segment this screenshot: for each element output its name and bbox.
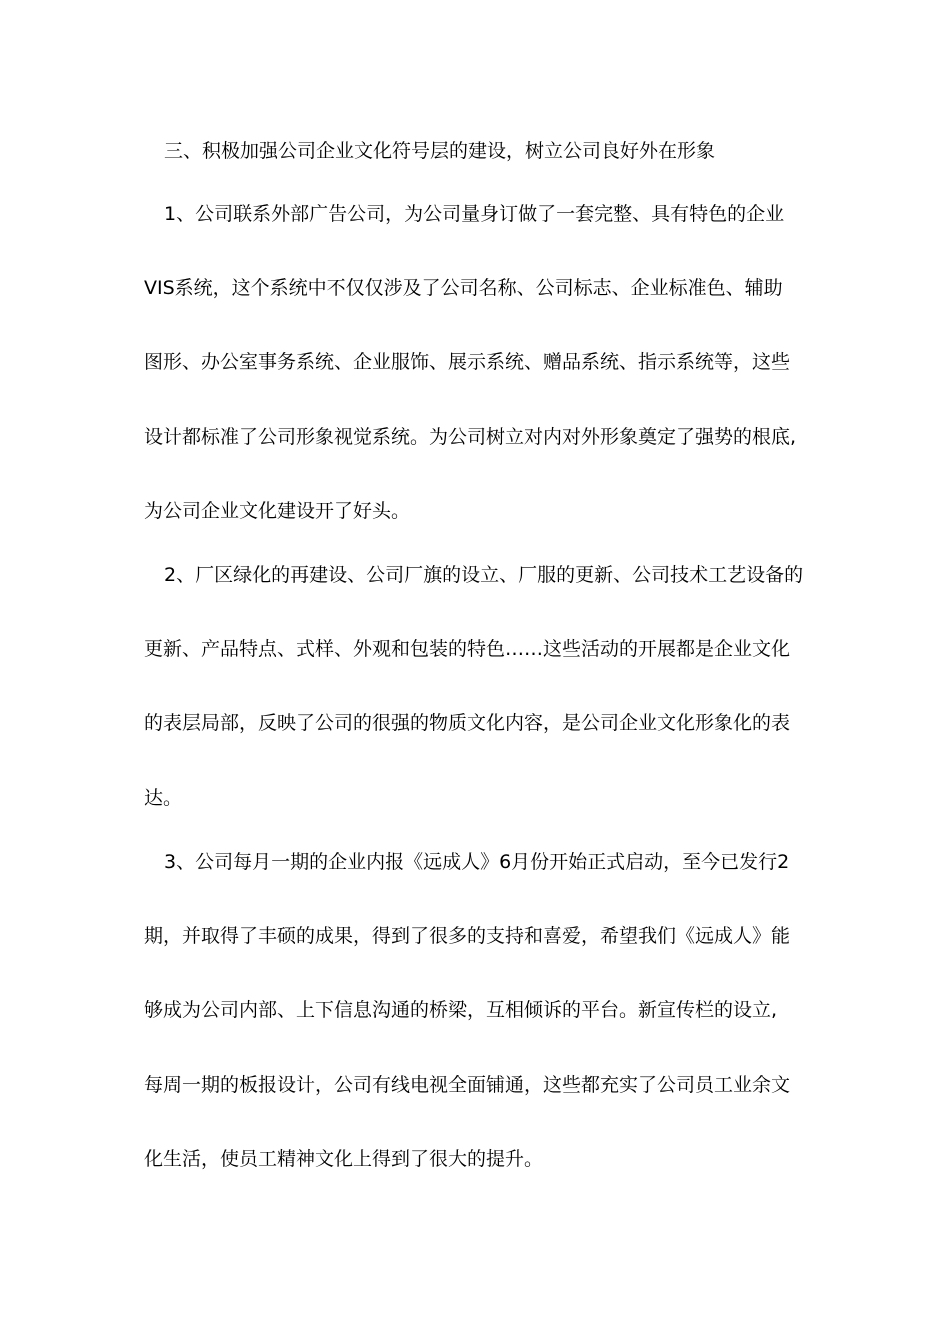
paragraph-1-line-2: VIS系统，这个系统中不仅仅涉及了公司名称、公司标志、企业标准色、辅助 [144, 277, 783, 299]
paragraph-1-line-3: 图形、办公室事务系统、企业服饰、展示系统、赠品系统、指示系统等，这些 [144, 351, 791, 373]
paragraph-3-line-2: 期，并取得了丰硕的成果，得到了很多的支持和喜爱，希望我们《远成人》能 [144, 925, 791, 947]
paragraph-2-line-1: 2、厂区绿化的再建设、公司厂旗的设立、厂服的更新、公司技术工艺设备的 [164, 564, 804, 586]
paragraph-3-line-3: 够成为公司内部、上下信息沟通的桥梁，互相倾诉的平台。新宣传栏的设立, [144, 999, 778, 1021]
paragraph-1-line-4: 设计都标准了公司形象视觉系统。为公司树立对内对外形象奠定了强势的根底, [144, 426, 797, 448]
paragraph-1-line-5: 为公司企业文化建设开了好头。 [144, 500, 411, 522]
paragraph-1-line-1: 1、公司联系外部广告公司，为公司量身订做了一套完整、具有特色的企业 [164, 203, 785, 225]
paragraph-2-line-4: 达。 [144, 787, 183, 809]
paragraph-3-line-1: 3、公司每月一期的企业内报《远成人》6月份开始正式启动，至今已发行2 [164, 851, 790, 873]
paragraph-2-line-3: 的表层局部，反映了公司的很强的物质文化内容，是公司企业文化形象化的表 [144, 712, 791, 734]
section-heading: 三、积极加强公司企业文化符号层的建设，树立公司良好外在形象 [164, 140, 716, 162]
paragraph-3-line-5: 化生活，使员工精神文化上得到了很大的提升。 [144, 1148, 544, 1170]
paragraph-3-line-4: 每周一期的板报设计，公司有线电视全面铺通，这些都充实了公司员工业余文 [144, 1074, 791, 1096]
paragraph-2-line-2: 更新、产品特点、式样、外观和包装的特色……这些活动的开展都是企业文化 [144, 638, 791, 660]
